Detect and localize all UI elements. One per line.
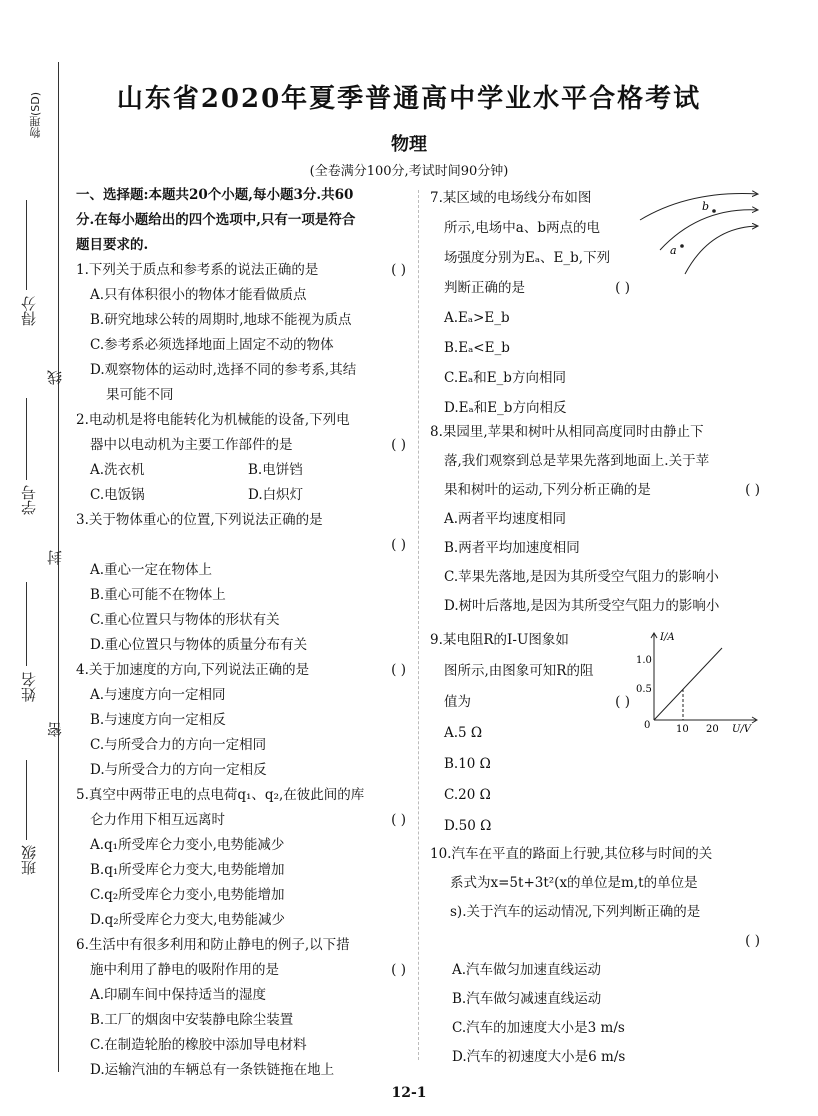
name-underline bbox=[26, 582, 27, 666]
option: A.重心一定在物体上 bbox=[90, 562, 213, 578]
point-b bbox=[712, 209, 716, 213]
option: C.重心位置只与物体的形状有关 bbox=[90, 612, 280, 628]
student-id-underline bbox=[26, 398, 27, 480]
question-3 bbox=[76, 508, 406, 658]
option: C.参考系必须选择地面上固定不动的物体 bbox=[90, 337, 334, 353]
question-stem: 器中以电动机为主要工作部件的是 bbox=[90, 437, 293, 453]
question-stem: 3.关于物体重心的位置,下列说法正确的是 bbox=[76, 512, 323, 528]
question-8 bbox=[430, 418, 760, 621]
option: A.印刷车间中保持适当的湿度 bbox=[90, 987, 267, 1003]
option: A.汽车做匀加速直线运动 bbox=[452, 962, 602, 978]
question-stem: 值为 bbox=[444, 694, 471, 710]
option: A.只有体积很小的物体才能看做质点 bbox=[90, 287, 307, 303]
question-stem: 系式为x=5t+3t²(x的单位是m,t的单位是 bbox=[450, 875, 698, 891]
answer-blank[interactable]: ( ) bbox=[391, 437, 406, 453]
question-stem: 施中利用了静电的吸附作用的是 bbox=[90, 962, 279, 978]
question-stem: 6.生活中有很多利用和防止静电的例子,以下措 bbox=[76, 937, 350, 953]
option: C.电饭锅 bbox=[90, 487, 145, 503]
question-stem: 4.关于加速度的方向,下列说法正确的是 bbox=[76, 662, 310, 678]
question-1 bbox=[76, 258, 406, 408]
iu-graph bbox=[636, 628, 762, 740]
option: A.Eₐ>E_b bbox=[444, 310, 510, 326]
option: D.重心位置只与物体的质量分布有关 bbox=[90, 637, 308, 653]
class-label: 班级 bbox=[20, 845, 38, 875]
score-label: 得分 bbox=[20, 296, 38, 326]
question-stem: 10.汽车在平直的路面上行驶,其位移与时间的关 bbox=[430, 846, 713, 862]
question-stem: 1.下列关于质点和参考系的说法正确的是 bbox=[76, 262, 319, 278]
option: C.Eₐ和E_b方向相同 bbox=[444, 370, 566, 386]
section-instruction: 一、选择题:本题共20个小题,每小题3分.共60 分.在每小题给出的四个选项中,只有一项是符合 题目要求的. bbox=[76, 187, 356, 253]
answer-blank[interactable]: ( ) bbox=[391, 812, 406, 828]
option: D.50 Ω bbox=[444, 818, 492, 834]
option: D.观察物体的运动时,选择不同的参考系,其结 bbox=[90, 362, 357, 378]
option: D.运输汽油的车辆总有一条铁链拖在地上 bbox=[90, 1062, 335, 1078]
question-2 bbox=[76, 408, 406, 508]
line-marker: 线 bbox=[46, 370, 64, 385]
name-label: 姓名 bbox=[20, 672, 38, 702]
option: C.与所受合力的方向一定相同 bbox=[90, 737, 267, 753]
question-5 bbox=[76, 783, 406, 933]
answer-blank[interactable]: ( ) bbox=[615, 280, 630, 296]
subject-code: 物理(SD) bbox=[29, 92, 42, 139]
i-axis-label: I/A bbox=[660, 632, 675, 643]
option: B.两者平均加速度相同 bbox=[444, 540, 580, 556]
point-a-label: a bbox=[670, 244, 677, 257]
electric-field-figure bbox=[630, 182, 770, 282]
question-stem: 5.真空中两带正电的点电荷q₁、q₂,在彼此间的库 bbox=[76, 787, 365, 803]
question-stem: 落,我们观察到总是苹果先落到地面上.关于苹 bbox=[444, 453, 710, 469]
field-line bbox=[685, 226, 758, 274]
option: D.q₂所受库仑力变大,电势能减少 bbox=[90, 912, 285, 928]
option: C.20 Ω bbox=[444, 787, 491, 803]
question-stem: 果和树叶的运动,下列分析正确的是 bbox=[444, 482, 651, 498]
x-tick-label: 10 bbox=[676, 724, 689, 735]
option: C.在制造轮胎的橡胶中添加导电材料 bbox=[90, 1037, 307, 1053]
question-6 bbox=[76, 933, 406, 1083]
option: D.树叶后落地,是因为其所受空气阻力的影响小 bbox=[444, 598, 720, 614]
option: A.洗衣机 bbox=[90, 462, 145, 478]
question-stem: 7.某区域的电场线分布如图 bbox=[430, 190, 592, 206]
option: B.电饼铛 bbox=[248, 462, 303, 478]
answer-blank[interactable]: ( ) bbox=[391, 537, 406, 553]
question-stem: 8.果园里,苹果和树叶从相同高度同时由静止下 bbox=[430, 424, 704, 440]
answer-blank[interactable]: ( ) bbox=[391, 962, 406, 978]
option: B.q₁所受库仑力变大,电势能增加 bbox=[90, 862, 285, 878]
question-stem: 2.电动机是将电能转化为机械能的设备,下列电 bbox=[76, 412, 350, 428]
exam-note: (全卷满分100分,考试时间90分钟) bbox=[309, 164, 509, 179]
iu-line bbox=[654, 648, 722, 720]
answer-blank[interactable]: ( ) bbox=[745, 933, 760, 949]
question-4 bbox=[76, 658, 406, 783]
question-stem: 图所示,由图象可知R的阻 bbox=[444, 663, 594, 679]
u-axis-label: U/V bbox=[732, 724, 752, 735]
option: B.Eₐ<E_b bbox=[444, 340, 510, 356]
score-underline bbox=[26, 200, 27, 290]
option: B.重心可能不在物体上 bbox=[90, 587, 226, 603]
question-7 bbox=[430, 183, 630, 423]
class-underline bbox=[26, 760, 27, 840]
secret-marker: 密 bbox=[46, 722, 64, 737]
answer-blank[interactable]: ( ) bbox=[391, 662, 406, 678]
question-stem: 场强度分别为Eₐ、E_b,下列 bbox=[444, 250, 611, 266]
seal-marker: 封 bbox=[46, 550, 64, 565]
question-stem: 判断正确的是 bbox=[444, 280, 525, 296]
option: A.5 Ω bbox=[444, 725, 483, 741]
page-number: 12-1 bbox=[391, 1085, 427, 1101]
field-line bbox=[640, 194, 758, 220]
y-tick-label: 1.0 bbox=[636, 655, 652, 666]
question-9 bbox=[430, 625, 630, 842]
option: D.汽车的初速度大小是6 m/s bbox=[452, 1049, 626, 1065]
student-id-label: 学号 bbox=[20, 485, 38, 515]
option: D.与所受合力的方向一定相反 bbox=[90, 762, 267, 778]
question-stem: 仑力作用下相互远离时 bbox=[90, 812, 225, 828]
option: B.研究地球公转的周期时,地球不能视为质点 bbox=[90, 312, 352, 328]
left-column bbox=[76, 183, 406, 1083]
option: A.与速度方向一定相同 bbox=[90, 687, 226, 703]
point-b-label: b bbox=[702, 200, 710, 213]
option: D.白炽灯 bbox=[248, 487, 304, 503]
origin-label: 0 bbox=[644, 720, 651, 731]
point-a bbox=[680, 244, 684, 248]
option: B.汽车做匀减速直线运动 bbox=[452, 991, 602, 1007]
exam-title: 山东省2020年夏季普通高中学业水平合格考试 bbox=[116, 84, 702, 114]
option: B.工厂的烟囱中安装静电除尘装置 bbox=[90, 1012, 294, 1028]
option: A.两者平均速度相同 bbox=[444, 511, 567, 527]
answer-blank[interactable]: ( ) bbox=[391, 262, 406, 278]
option: D.Eₐ和E_b方向相反 bbox=[444, 400, 567, 416]
option: C.汽车的加速度大小是3 m/s bbox=[452, 1020, 625, 1036]
binding-line bbox=[58, 62, 59, 1072]
answer-blank[interactable]: ( ) bbox=[745, 482, 760, 498]
option: B.与速度方向一定相反 bbox=[90, 712, 226, 728]
option: C.苹果先落地,是因为其所受空气阻力的影响小 bbox=[444, 569, 719, 585]
question-10 bbox=[430, 840, 760, 1072]
question-stem: 所示,电场中a、b两点的电 bbox=[444, 220, 600, 236]
x-tick-label: 20 bbox=[706, 724, 719, 735]
option: B.10 Ω bbox=[444, 756, 491, 772]
y-tick-label: 0.5 bbox=[636, 684, 652, 695]
question-stem: 9.某电阻R的I-U图象如 bbox=[430, 632, 569, 648]
question-stem: s).关于汽车的运动情况,下列判断正确的是 bbox=[450, 904, 701, 920]
option: A.q₁所受库仑力变小,电势能减少 bbox=[90, 837, 285, 853]
subject-title: 物理 bbox=[391, 134, 427, 155]
option: C.q₂所受库仑力变小,电势能增加 bbox=[90, 887, 285, 903]
column-divider bbox=[418, 190, 419, 1060]
option-continuation: 果可能不同 bbox=[106, 387, 174, 403]
answer-blank[interactable]: ( ) bbox=[615, 694, 630, 710]
